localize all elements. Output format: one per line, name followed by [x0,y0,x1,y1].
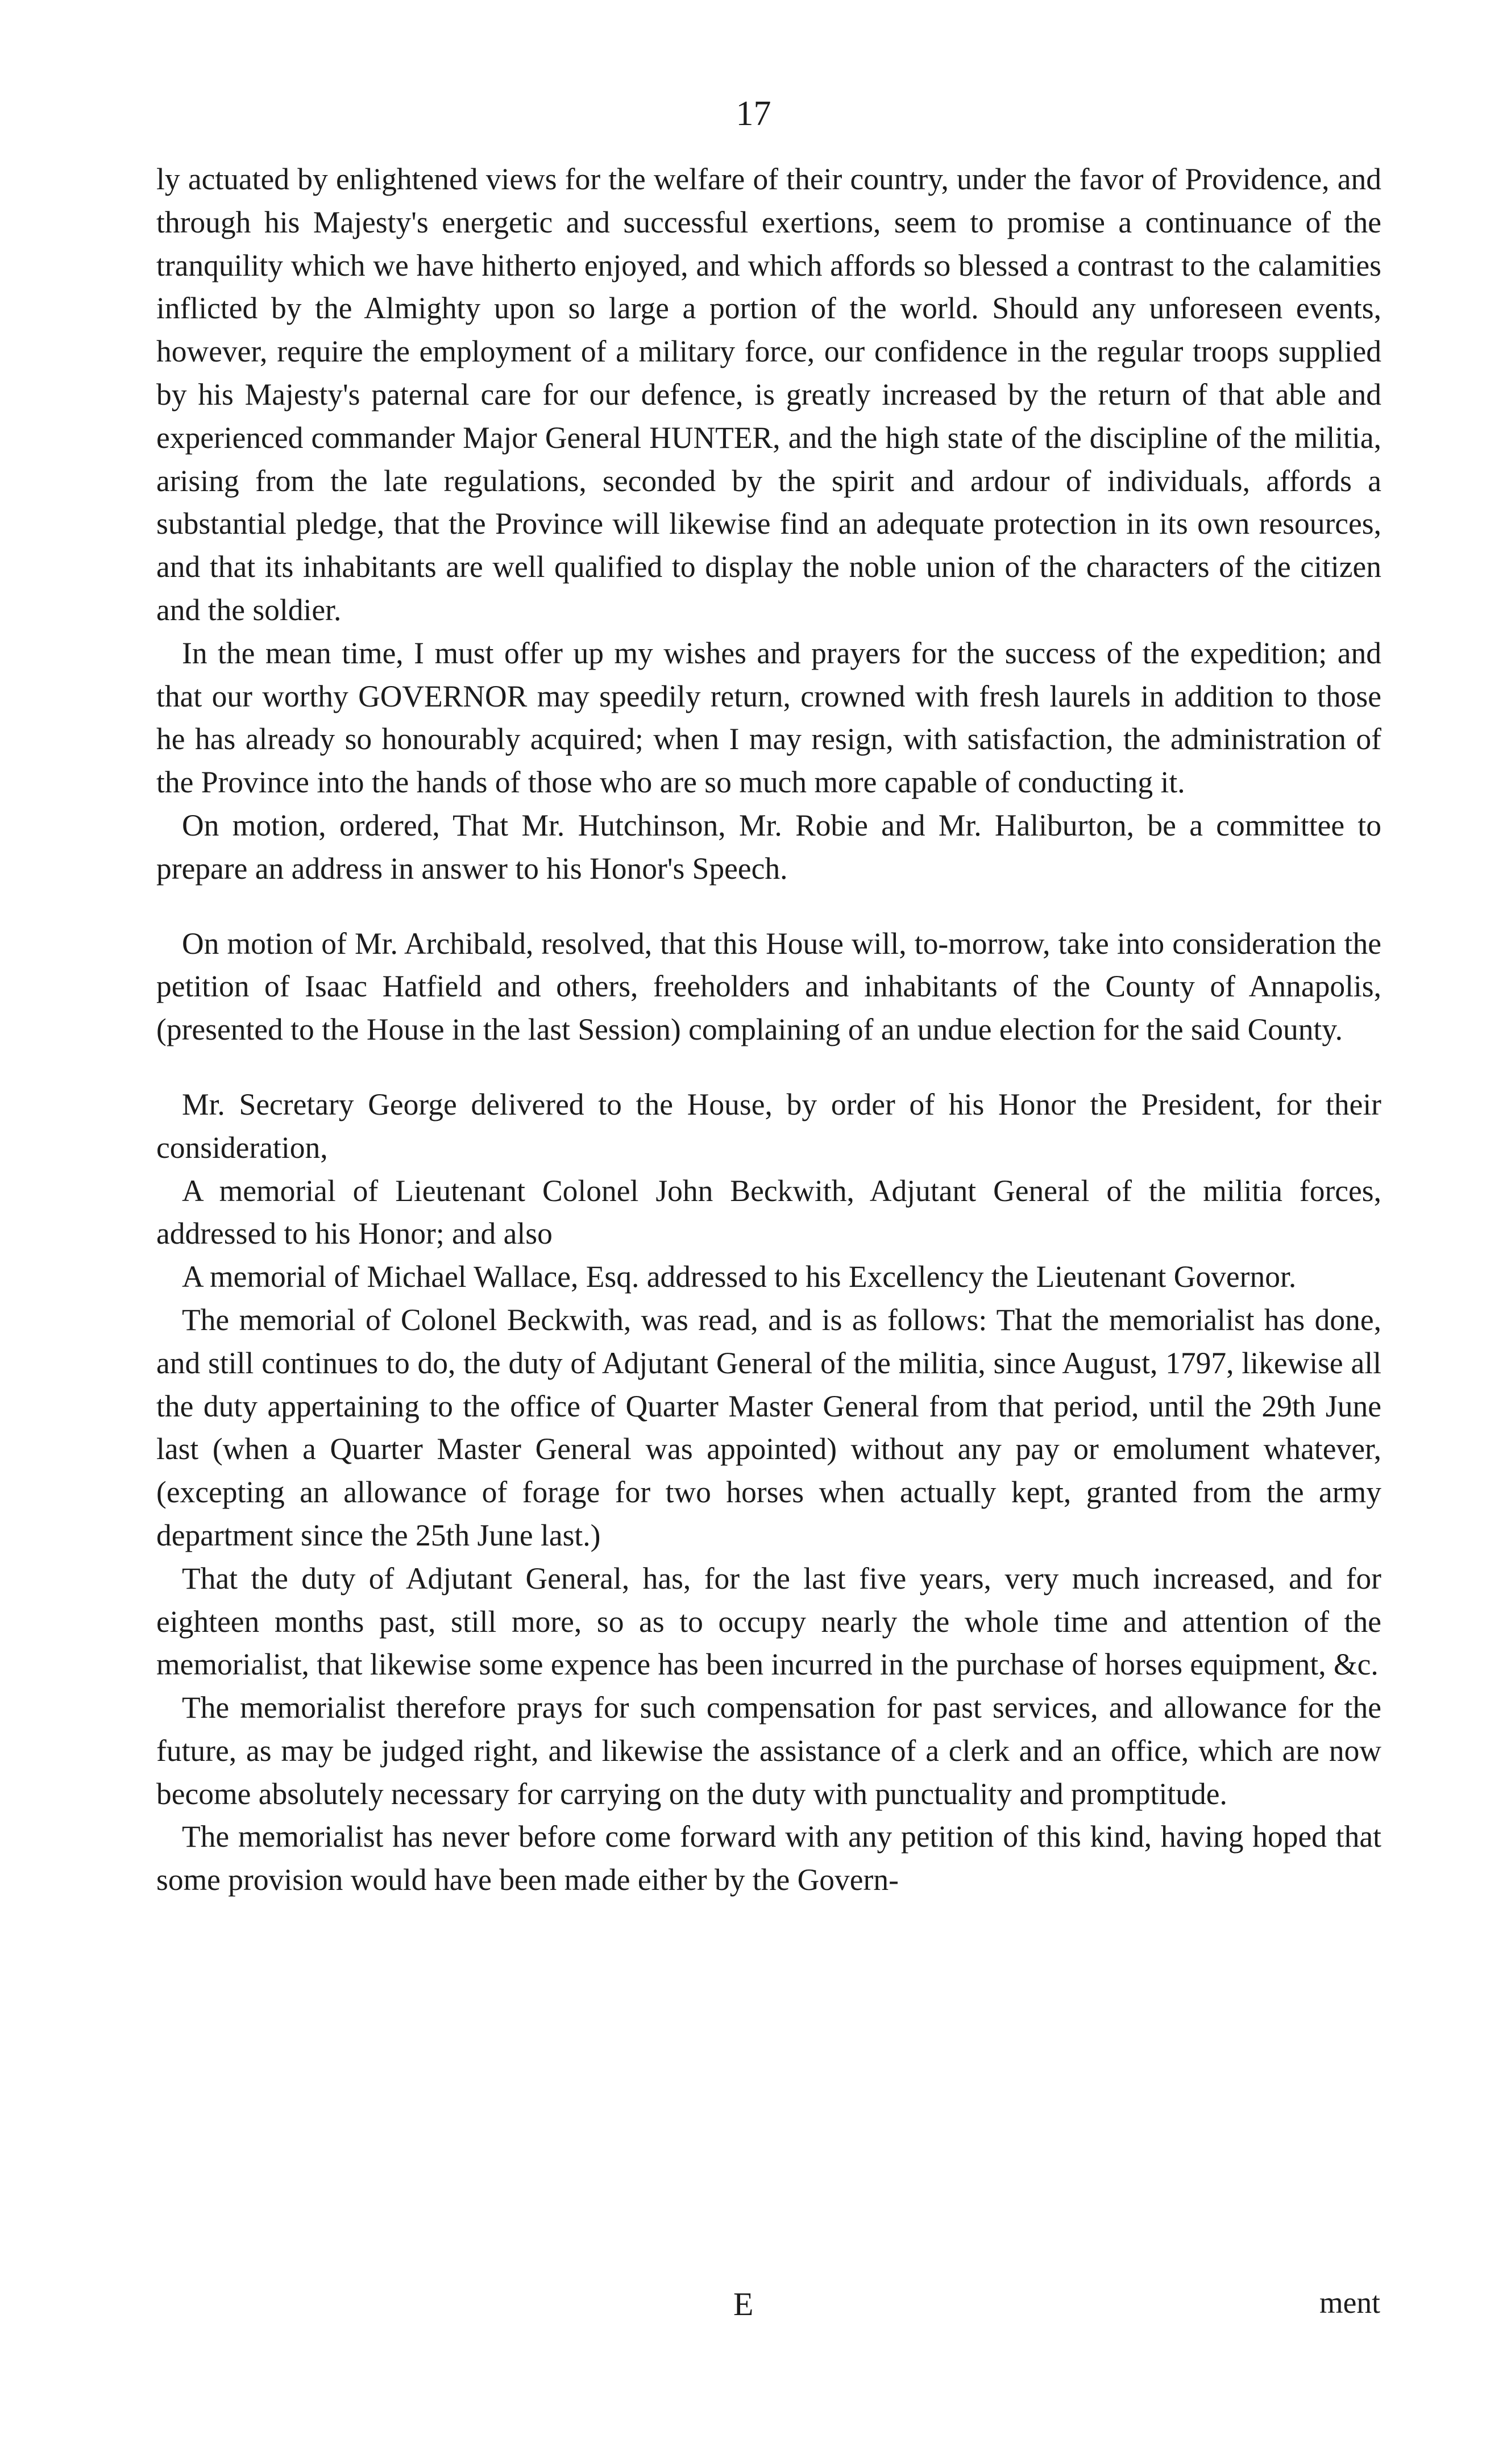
paragraph-continuation: ly actuated by enlightened views for the welfare of their country, under the favor of Providence, and through his Majesty's energetic and successful exertions, seem to promise a continuance of the tranquility which we have hitherto enjoyed, and which affords so blessed a contrast to the calamities inflicted by the Almighty upon so large a portion of the world. Should any unforeseen events, however, require the employment of a military force, our confidence in the regular troops supplied by his Majesty's paternal care for our defence, is greatly increased by the return of that able and experienced commander Major General HUNTER, and the high state of the discipline of the militia, arising from the late regulations, seconded by the spirit and ardour of individuals, affords a substantial pledge, that the Province will likewise find an adequate protection in its own resources, and that its inhabitants are well qualified to display the noble union of the characters of the citizen and the soldier. [156,162,1381,627]
body-text [156,158,1381,1902]
signature-mark: E [733,2286,754,2322]
paragraph-mean-time: In the mean time, I must offer up my wishes and prayers for the success of the expedition; and that our worthy GOVERNOR may speedily return, crowned with fresh laurels in addition to those he has already so honourably acquired; when I may resign, with satisfaction, the administration of the Province into the hands of those who are so much more capable of conducting it. [156,635,1381,800]
paragraph-never-before: The memorialist has never before come forward with any petition of this kind, having hoped that some provision would have been made either by the Govern- [156,1819,1381,1897]
catchword: ment [1319,2286,1380,2320]
paragraph-motion-committee: On motion, ordered, That Mr. Hutchinson, Mr. Robie and Mr. Haliburton, be a committee to prepare an address in answer to his Honor's Speech. [156,808,1381,886]
paragraph-duty-increased: That the duty of Adjutant General, has, for the last five years, very much increased, and for eighteen months past, still more, so as to occupy nearly the whole time and attention of the memorialist, that likewise some expence has been incurred in the purchase of horses equipment, &c. [156,1561,1381,1682]
paragraph-memorial-wallace: A memorial of Michael Wallace, Esq. addressed to his Excellency the Lieutenant Governor. [182,1260,1297,1294]
page-footer [0,2285,1507,2336]
paragraph-prays: The memorialist therefore prays for such compensation for past services, and allowance for the future, as may be judged right, and likewise the assistance of a clerk and an office, which are now become absolutely necessary for carrying on the duty with punctuality and promptitude. [156,1690,1381,1811]
page-number: 17 [736,94,771,133]
paragraph-memorial-read: The memorial of Colonel Beckwith, was read, and is as follows: That the memorialist has done, and still continues to do, the duty of Adjutant General of the militia, since August, 1797, likewise all the duty appertaining to the office of Quarter Master General from that period, until the 29th June last (when a Quarter Master General was appointed) without any pay or emolument whatever, (excepting an allowance of forage for two horses when actually kept, granted from the army department since the 25th June last.) [156,1302,1381,1552]
paragraph-motion-archibald: On motion of Mr. Archibald, resolved, that this House will, to-morrow, take into consideration the petition of Isaac Hatfield and others, freeholders and inhabitants of the County of Annapolis, (presented to the House in the last Session) complaining of an undue election for the said County. [156,926,1381,1047]
paragraph-memorial-beckwith-intro: A memorial of Lieutenant Colonel John Beckwith, Adjutant General of the militia forces, addressed to his Honor; and also [156,1173,1381,1251]
paragraph-secretary: Mr. Secretary George delivered to the House, by order of his Honor the President, for their consideration, [156,1087,1381,1165]
